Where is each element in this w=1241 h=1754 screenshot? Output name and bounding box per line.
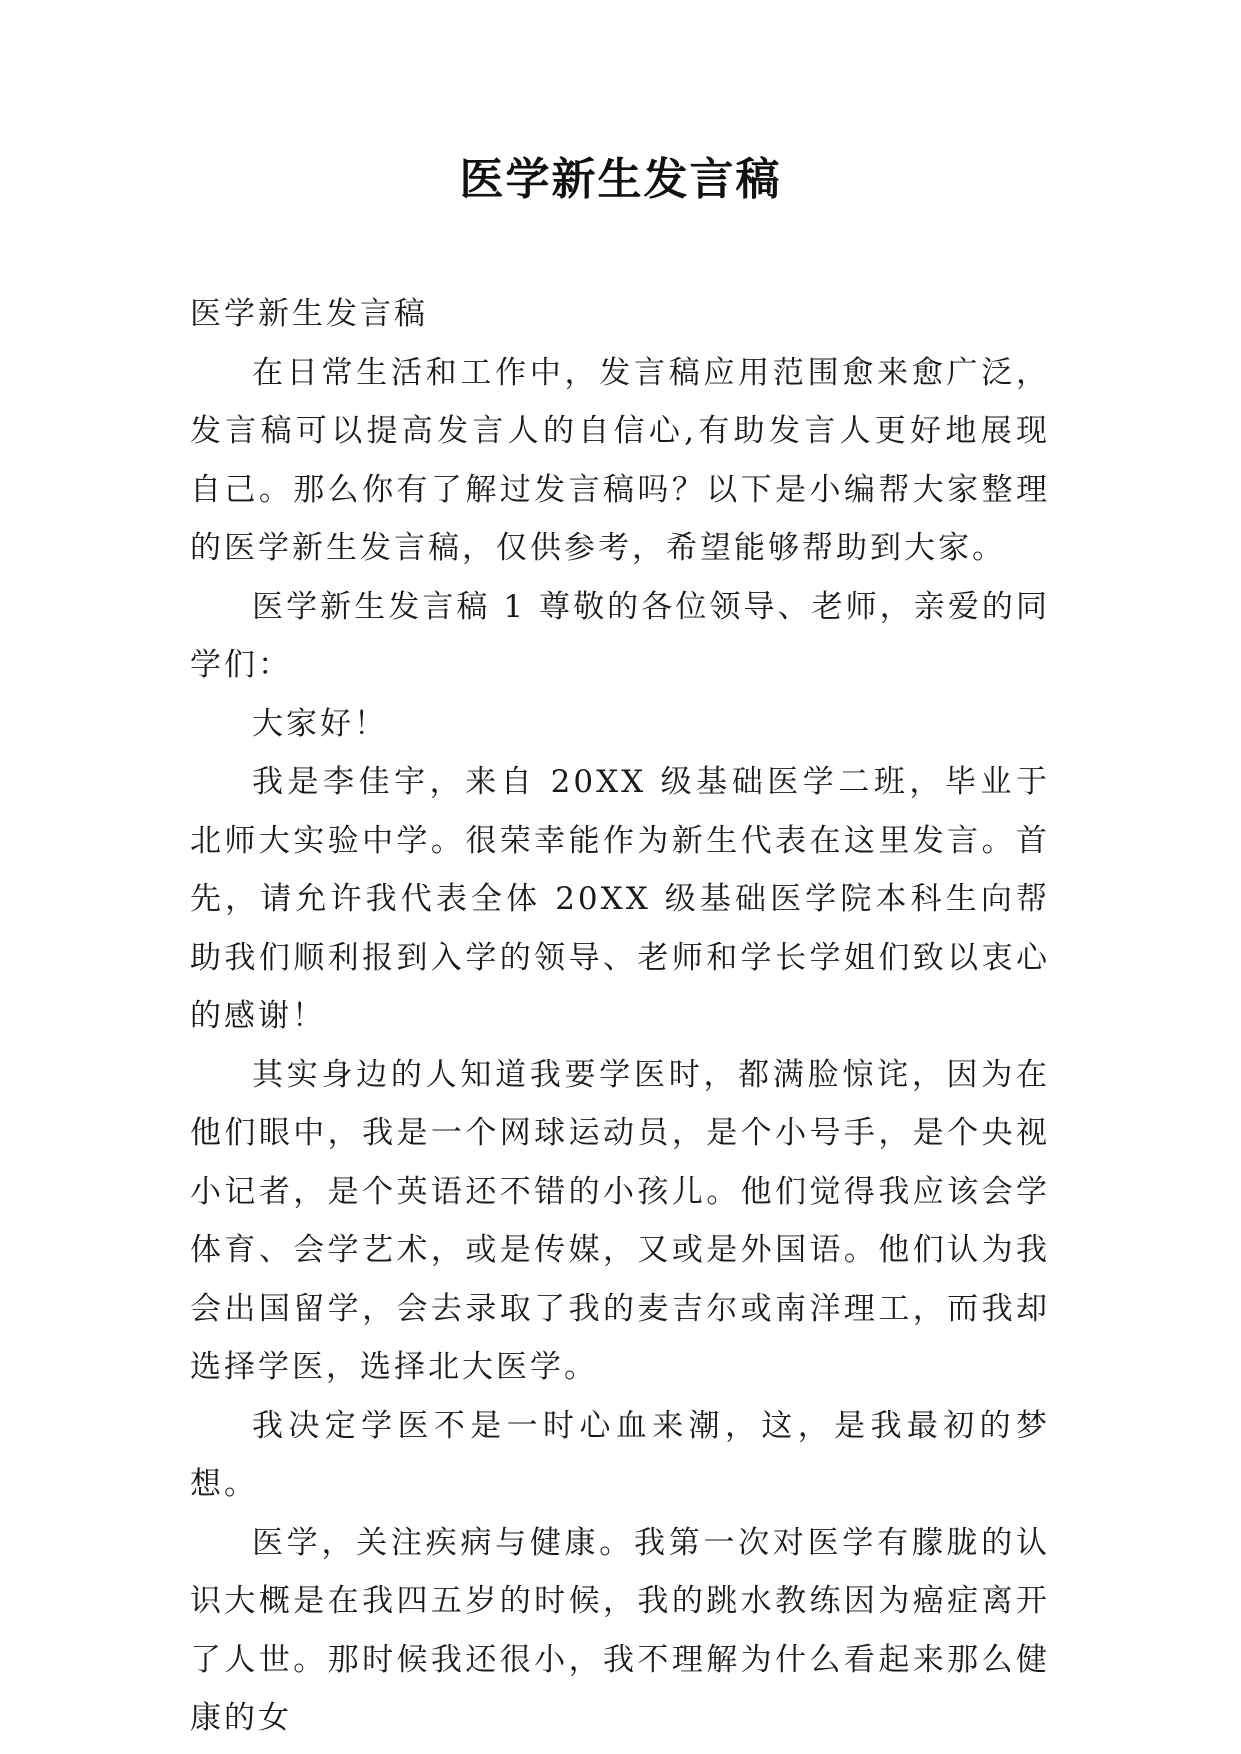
- paragraph-first-encounter: 医学，关注疾病与健康。我第一次对医学有朦胧的认识大概是在我四五岁的时候，我的跳水教练因为癌症离开了人世。那时候我还很小，我不理解为什么看起来那么健康的女: [190, 1524, 1050, 1736]
- paragraph-self-introduction: 我是李佳宇，来自 20XX 级基础医学二班，毕业于北师大实验中学。很荣幸能作为新生代表在这里发言。首先，请允许我代表全体 20XX 级基础医学院本科生向帮助我们顺利报到入学的领导、老师和学长学姐们致以衷心的感谢！: [190, 764, 1050, 1034]
- document-subtitle: 医学新生发言稿: [190, 296, 428, 332]
- paragraph-others-surprise: 其实身边的人知道我要学医时，都满脸惊诧，因为在他们眼中，我是一个网球运动员，是个小号手，是个央视小记者，是个英语还不错的小孩儿。他们觉得我应该会学体育、会学艺术，或是传媒，又或是外国语。他们认为我会出国留学，会去录取了我的麦吉尔或南洋理工，而我却选择学医，选择北大医学。: [190, 1056, 1050, 1385]
- document-body: [190, 285, 1050, 1748]
- paragraph-dream: 我决定学医不是一时心血来潮，这，是我最初的梦想。: [190, 1407, 1050, 1502]
- paragraph-intro: 在日常生活和工作中，发言稿应用范围愈来愈广泛，发言稿可以提高发言人的自信心,有助发言人更好地展现自己。那么你有了解过发言稿吗？以下是小编帮大家整理的医学新生发言稿，仅供参考，希望能够帮助到大家。: [190, 354, 1050, 566]
- paragraph-salutation: 医学新生发言稿 1 尊敬的各位领导、老师，亲爱的同学们：: [190, 588, 1050, 683]
- document-title: 医学新生发言稿: [459, 154, 782, 205]
- paragraph-greeting: 大家好！: [252, 705, 388, 742]
